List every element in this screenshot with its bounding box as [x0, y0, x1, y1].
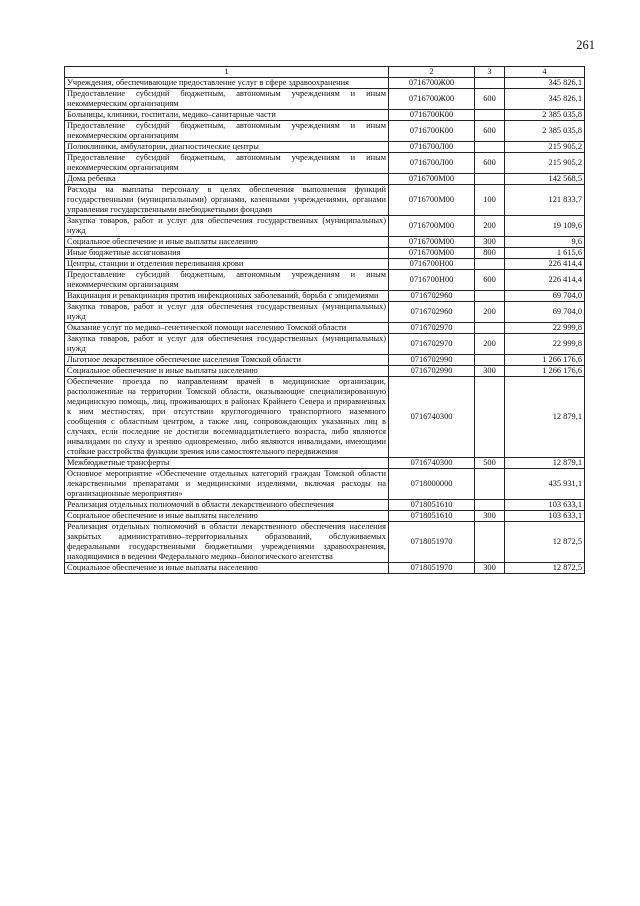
- table-row: [65, 458, 585, 469]
- table-row: [65, 500, 585, 511]
- row-code-cell: 0718051970: [389, 522, 475, 563]
- row-name-cell: Закупка товаров, работ и услуг для обеспечения государственных (муниципальных) нужд: [65, 334, 389, 355]
- row-amount-cell: 12 879,1: [505, 458, 585, 469]
- row-expense-type-cell: 500: [475, 458, 505, 469]
- row-amount-cell: 1 266 176,6: [505, 355, 585, 366]
- row-expense-type-cell: 800: [475, 248, 505, 259]
- row-expense-type-cell: [475, 291, 505, 302]
- page-number: 261: [576, 38, 595, 52]
- row-amount-cell: 215 905,2: [505, 153, 585, 174]
- table-row: [65, 323, 585, 334]
- table-row: [65, 334, 585, 355]
- row-code-cell: 0716700Ж00: [389, 78, 475, 89]
- row-amount-cell: 103 633,1: [505, 511, 585, 522]
- row-name-cell: Предоставление субсидий бюджетным, автономным учреждениям и иным некоммерческим организациям: [65, 153, 389, 174]
- table-row: [65, 121, 585, 142]
- row-code-cell: 0716700М00: [389, 248, 475, 259]
- row-name-cell: Центры, станции и отделения переливания крови: [65, 259, 389, 270]
- row-code-cell: 0716702970: [389, 334, 475, 355]
- row-name-cell: Закупка товаров, работ и услуг для обеспечения государственных (муниципальных) нужд: [65, 302, 389, 323]
- row-amount-cell: 345 826,1: [505, 89, 585, 110]
- table-row: [65, 291, 585, 302]
- column-header-3: 3: [475, 67, 505, 78]
- row-expense-type-cell: 300: [475, 511, 505, 522]
- row-name-cell: Оказание услуг по медико–генетической помощи населению Томской области: [65, 323, 389, 334]
- table-row: [65, 377, 585, 458]
- table-row: [65, 237, 585, 248]
- column-header-2: 2: [389, 67, 475, 78]
- table-row: [65, 78, 585, 89]
- row-name-cell: Предоставление субсидий бюджетным, автономным учреждениям и иным некоммерческим организациям: [65, 121, 389, 142]
- row-amount-cell: 69 704,0: [505, 302, 585, 323]
- row-code-cell: 0716700М00: [389, 174, 475, 185]
- row-amount-cell: 1 266 176,6: [505, 366, 585, 377]
- row-expense-type-cell: [475, 259, 505, 270]
- row-amount-cell: 2 385 035,8: [505, 121, 585, 142]
- row-expense-type-cell: [475, 142, 505, 153]
- row-name-cell: Реализация отдельных полномочий в области лекарственного обеспечения населения закрытых административно–территориальных образований, обслуживаемых федеральными государственными бюджетными учреждениями здравоохранения, находящимися в ведении Федерального медико–биологического агентства: [65, 522, 389, 563]
- row-amount-cell: 215 905,2: [505, 142, 585, 153]
- row-name-cell: Межбюджетные трансферты: [65, 458, 389, 469]
- budget-table: [64, 66, 585, 574]
- table-row: [65, 110, 585, 121]
- row-expense-type-cell: [475, 469, 505, 500]
- row-name-cell: Вакцинация и ревакцинация против инфекционных заболеваний, борьба с эпидемиями: [65, 291, 389, 302]
- row-code-cell: 0716700Н00: [389, 270, 475, 291]
- table-row: [65, 522, 585, 563]
- row-code-cell: 0716702990: [389, 355, 475, 366]
- row-name-cell: Предоставление субсидий бюджетным, автономным учреждениям и иным некоммерческим организациям: [65, 89, 389, 110]
- row-amount-cell: 12 872,5: [505, 522, 585, 563]
- row-code-cell: 0716700К00: [389, 121, 475, 142]
- row-name-cell: Социальное обеспечение и иные выплаты населению: [65, 563, 389, 574]
- table-row: [65, 248, 585, 259]
- row-code-cell: 0716702970: [389, 323, 475, 334]
- row-code-cell: 0716700М00: [389, 237, 475, 248]
- row-expense-type-cell: 300: [475, 237, 505, 248]
- row-expense-type-cell: [475, 500, 505, 511]
- row-name-cell: Дома ребенка: [65, 174, 389, 185]
- row-code-cell: 0716702990: [389, 366, 475, 377]
- row-expense-type-cell: [475, 377, 505, 458]
- row-amount-cell: 121 833,7: [505, 185, 585, 216]
- table-row: [65, 270, 585, 291]
- row-expense-type-cell: 600: [475, 121, 505, 142]
- table-row: [65, 216, 585, 237]
- row-expense-type-cell: 200: [475, 302, 505, 323]
- row-expense-type-cell: [475, 323, 505, 334]
- row-name-cell: Поликлиники, амбулатории, диагностические центры: [65, 142, 389, 153]
- table-row: [65, 89, 585, 110]
- row-expense-type-cell: 300: [475, 366, 505, 377]
- row-amount-cell: 12 879,1: [505, 377, 585, 458]
- row-amount-cell: 19 109,6: [505, 216, 585, 237]
- row-expense-type-cell: [475, 355, 505, 366]
- row-expense-type-cell: 200: [475, 334, 505, 355]
- row-name-cell: Основное мероприятие «Обеспечение отдельных категорий граждан Томской области лекарственными препаратами и медицинскими изделиями, включая расходы на организационные мероприятия»: [65, 469, 389, 500]
- row-code-cell: 0716702960: [389, 302, 475, 323]
- table-header-row: [65, 67, 585, 78]
- row-expense-type-cell: [475, 174, 505, 185]
- row-name-cell: Учреждения, обеспечивающие предоставление услуг в сфере здравоохранения: [65, 78, 389, 89]
- row-name-cell: Предоставление субсидий бюджетным, автономным учреждениям и иным некоммерческим организациям: [65, 270, 389, 291]
- row-expense-type-cell: 600: [475, 153, 505, 174]
- row-name-cell: Реализация отдельных полномочий в области лекарственного обеспечения: [65, 500, 389, 511]
- row-code-cell: 0716700Л00: [389, 142, 475, 153]
- table-row: [65, 174, 585, 185]
- row-amount-cell: 345 826,1: [505, 78, 585, 89]
- row-expense-type-cell: 200: [475, 216, 505, 237]
- table-row: [65, 302, 585, 323]
- table-row: [65, 142, 585, 153]
- column-header-4: 4: [505, 67, 585, 78]
- row-amount-cell: 2 385 035,8: [505, 110, 585, 121]
- row-expense-type-cell: [475, 522, 505, 563]
- table-row: [65, 511, 585, 522]
- row-name-cell: Иные бюджетные ассигнования: [65, 248, 389, 259]
- row-amount-cell: 12 872,5: [505, 563, 585, 574]
- row-amount-cell: 69 704,0: [505, 291, 585, 302]
- table-row: [65, 259, 585, 270]
- row-expense-type-cell: 600: [475, 270, 505, 291]
- row-code-cell: 0716700М00: [389, 185, 475, 216]
- row-code-cell: 0718051970: [389, 563, 475, 574]
- table-row: [65, 355, 585, 366]
- table-row: [65, 563, 585, 574]
- row-code-cell: 0718051610: [389, 511, 475, 522]
- row-name-cell: Льготное лекарственное обеспечение населения Томской области: [65, 355, 389, 366]
- row-code-cell: 0716700К00: [389, 110, 475, 121]
- row-amount-cell: 226 414,4: [505, 270, 585, 291]
- table-row: [65, 366, 585, 377]
- table-row: [65, 153, 585, 174]
- row-amount-cell: 226 414,4: [505, 259, 585, 270]
- row-name-cell: Обеспечение проезда по направлениям врачей в медицинские организации, расположенные на территории Томской области, оказывающие специализированную медицинскую помощь, лиц, проживающих в районах Крайнего Севера и приравненных к ним местностях, при отсутствии круглогодичного транспортного наземного сообщения с областным центром, а также лиц, сопровождающих указанных лиц в случаях, если последние не достигли восемнадцатилетнего возраста, либо являются инвалидами по слуху и зрению одновременно, либо являются инвалидами, имеющими стойкие расстройства функции зрения или самостоятельного передвижения: [65, 377, 389, 458]
- row-amount-cell: 9,6: [505, 237, 585, 248]
- row-code-cell: 0718051610: [389, 500, 475, 511]
- row-name-cell: Расходы на выплаты персоналу в целях обеспечения выполнения функций государственными (муниципальными) органами, казенными учреждениями, органами управления государственными внебюджетными фондами: [65, 185, 389, 216]
- row-amount-cell: 435 931,1: [505, 469, 585, 500]
- row-name-cell: Социальное обеспечение и иные выплаты населению: [65, 366, 389, 377]
- table-row: [65, 469, 585, 500]
- row-amount-cell: 22 999,8: [505, 334, 585, 355]
- row-name-cell: Больницы, клиники, госпитали, медико–санитарные части: [65, 110, 389, 121]
- table-row: [65, 185, 585, 216]
- row-code-cell: 0716700М00: [389, 216, 475, 237]
- column-header-1: 1: [65, 67, 389, 78]
- row-expense-type-cell: [475, 110, 505, 121]
- row-amount-cell: 22 999,8: [505, 323, 585, 334]
- row-code-cell: 0716740300: [389, 458, 475, 469]
- row-name-cell: Социальное обеспечение и иные выплаты населению: [65, 237, 389, 248]
- row-code-cell: 0718000000: [389, 469, 475, 500]
- row-amount-cell: 1 615,6: [505, 248, 585, 259]
- row-code-cell: 0716700Ж00: [389, 89, 475, 110]
- row-amount-cell: 103 633,1: [505, 500, 585, 511]
- row-expense-type-cell: [475, 78, 505, 89]
- row-code-cell: 0716740300: [389, 377, 475, 458]
- row-expense-type-cell: 300: [475, 563, 505, 574]
- row-name-cell: Социальное обеспечение и иные выплаты населению: [65, 511, 389, 522]
- row-amount-cell: 142 568,5: [505, 174, 585, 185]
- row-code-cell: 0716700Л00: [389, 153, 475, 174]
- row-name-cell: Закупка товаров, работ и услуг для обеспечения государственных (муниципальных) нужд: [65, 216, 389, 237]
- row-expense-type-cell: 100: [475, 185, 505, 216]
- row-code-cell: 0716700Н00: [389, 259, 475, 270]
- row-expense-type-cell: 600: [475, 89, 505, 110]
- row-code-cell: 0716702960: [389, 291, 475, 302]
